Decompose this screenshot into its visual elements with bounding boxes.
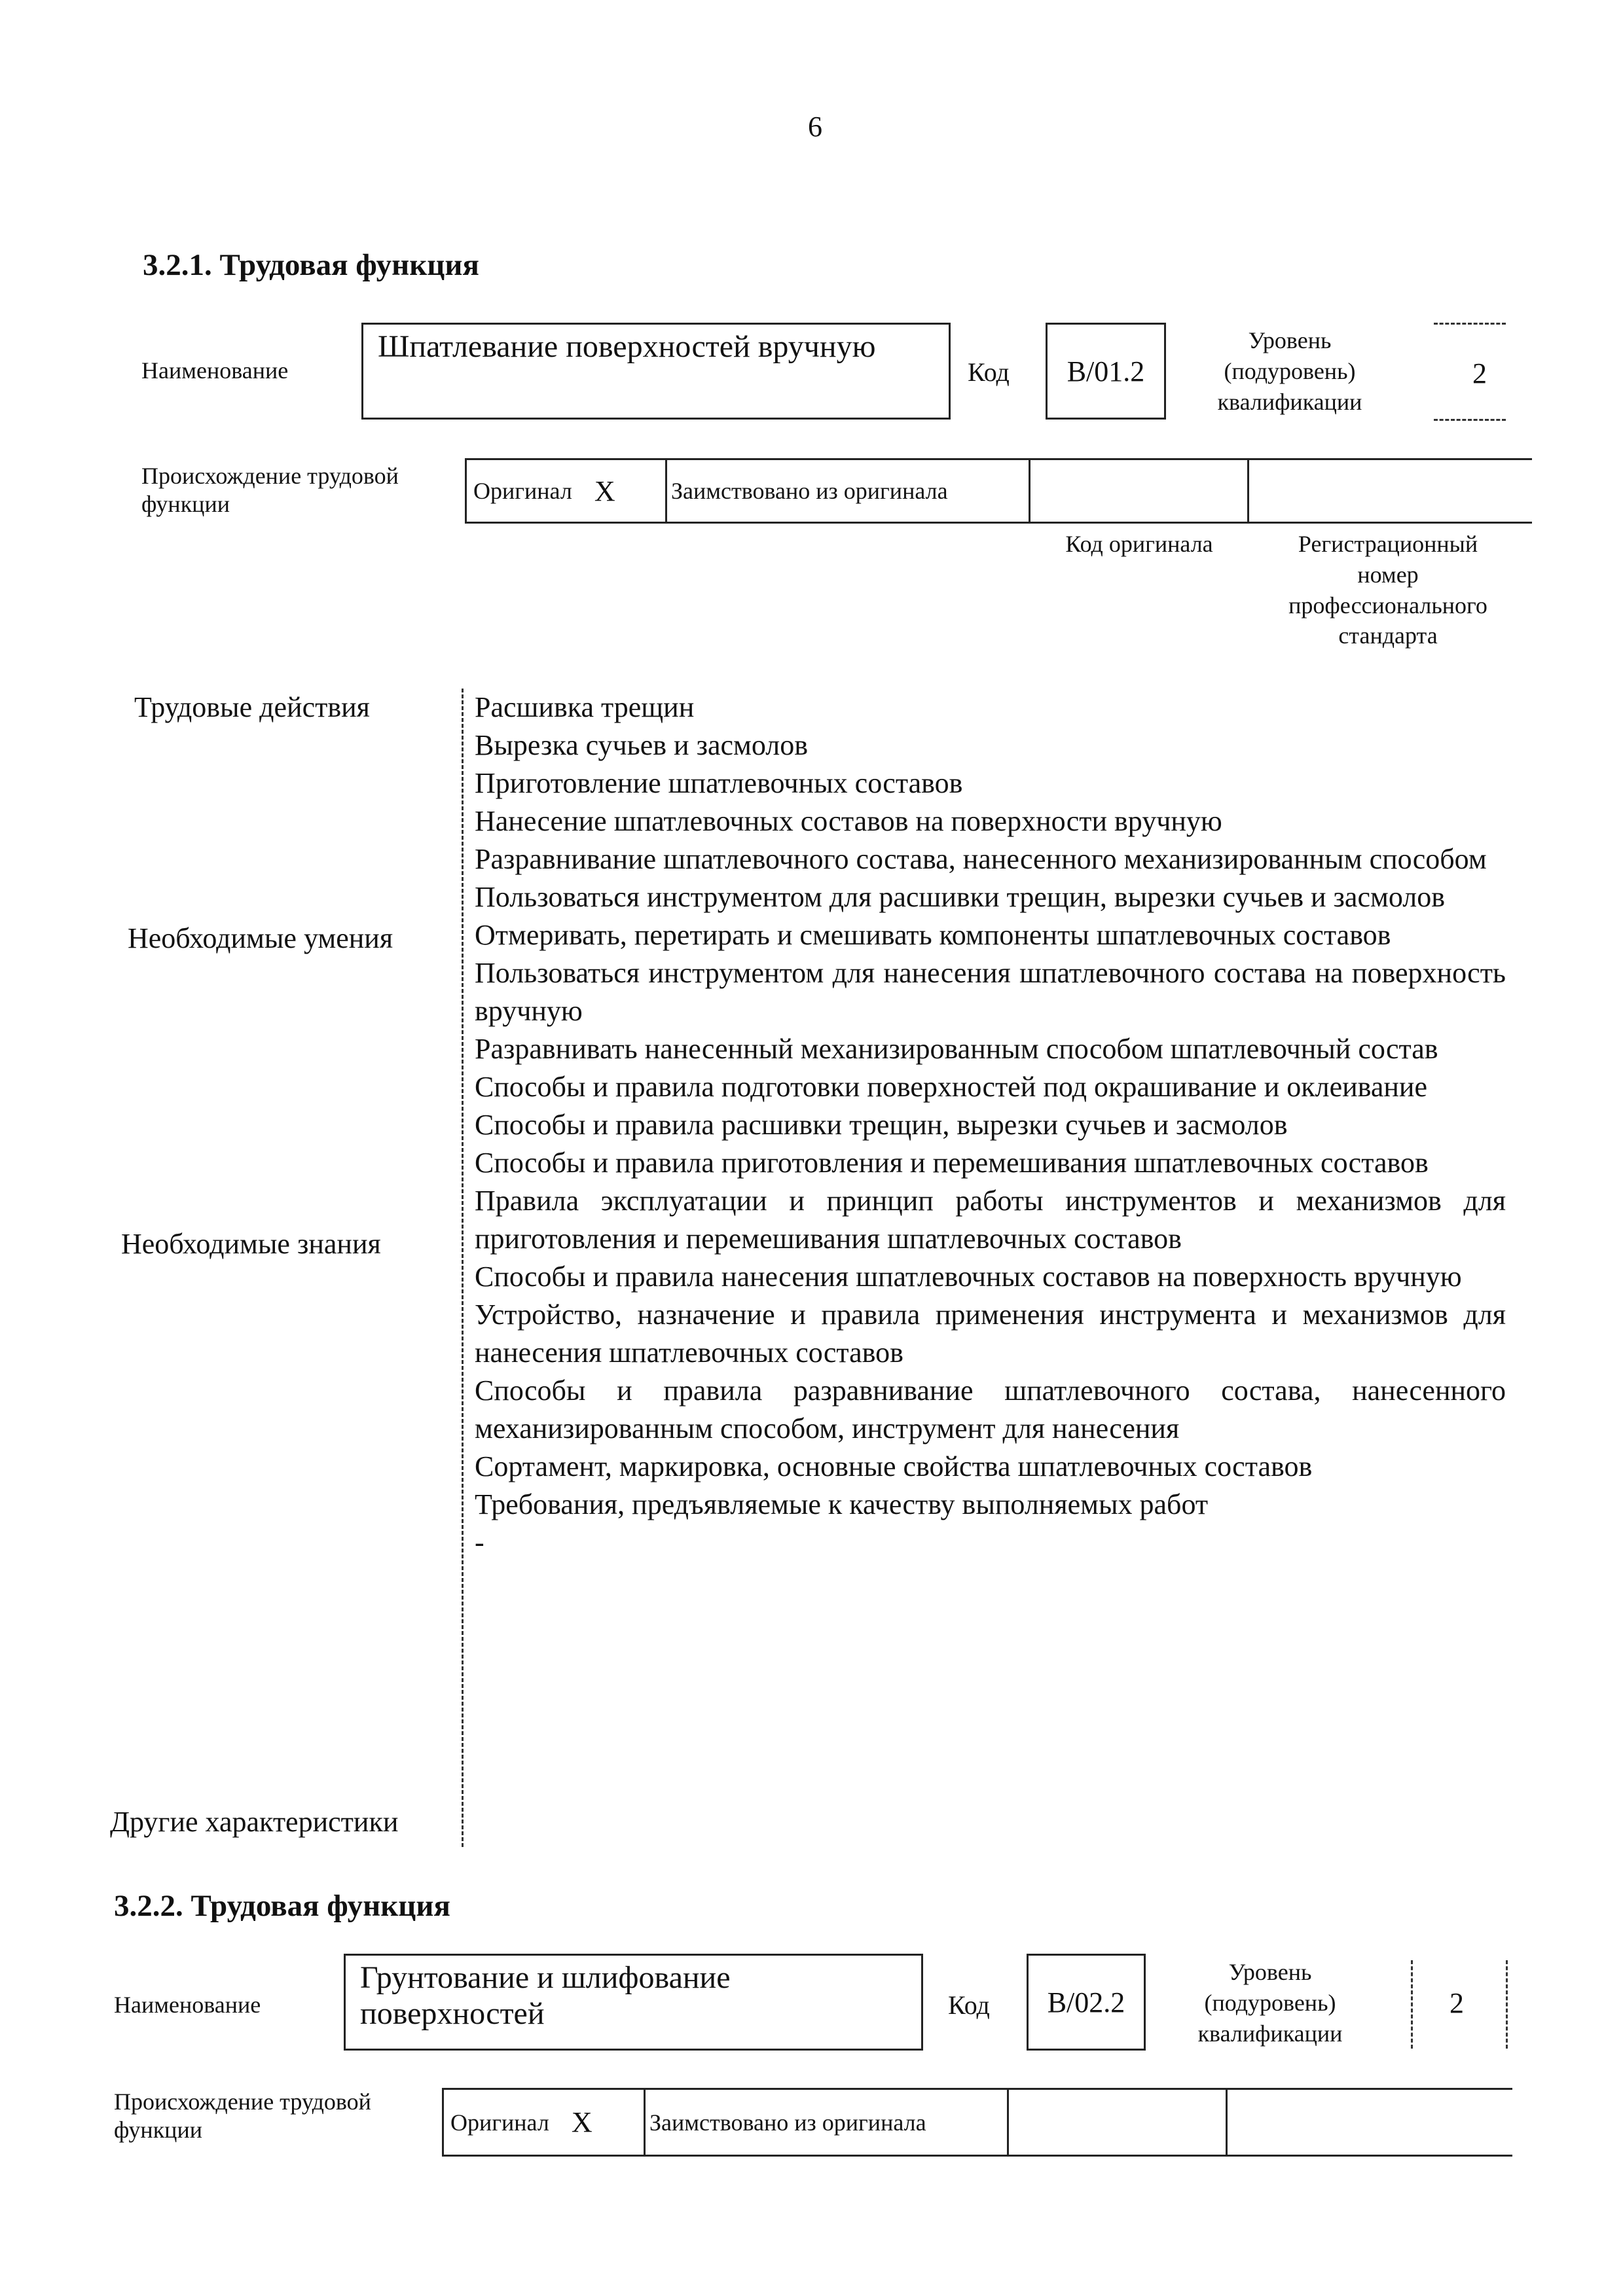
knowledge-item: Сортамент, маркировка, основные свойства шпатлевочных составов [475, 1450, 1313, 1482]
action-item: Приготовление шпатлевочных составов [475, 767, 963, 799]
actions-label: Трудовые действия [134, 691, 370, 723]
borrowed-cell [667, 460, 1030, 522]
origin-label-line: Происхождение трудовой [141, 463, 399, 489]
registration-caption-line: профессионального [1288, 592, 1487, 619]
function-name-box [361, 323, 951, 420]
original-code-cell [1030, 460, 1249, 522]
level-box-bottom [1434, 419, 1506, 421]
action-item: Расшивка трещин [475, 691, 695, 723]
level-label-line: (подуровень) [1224, 357, 1356, 384]
original-code-cell [1009, 2090, 1228, 2155]
action-item: Разравнивание шпатлевочного состава, нанесенного механизированным способом [475, 843, 1487, 875]
origin-table [465, 458, 1532, 524]
original-code-caption: Код оригинала [1065, 531, 1213, 557]
code-box [1046, 323, 1166, 420]
registration-caption-line: Регистрационный [1298, 531, 1478, 557]
level-label-line: Уровень [1228, 1959, 1312, 1985]
borrowed-label: Заимствовано из оригинала [671, 478, 948, 504]
knowledge-item: Требования, предъявляемые к качеству выполняемых работ [475, 1488, 1209, 1520]
code-label: Код [968, 357, 1010, 387]
level-label-line: квалификации [1197, 2020, 1343, 2047]
level-value: 2 [1450, 1987, 1464, 2019]
skill-item: Пользоваться инструментом для нанесения шпатлевочного состава на поверхность вручную [475, 957, 1506, 1027]
origin-table [442, 2088, 1512, 2157]
details-content [475, 689, 1506, 1562]
function-name: Шпатлевание поверхностей вручную [378, 329, 876, 364]
skill-item: Отмеривать, перетирать и смешивать компоненты шпатлевочных составов [475, 919, 1391, 951]
registration-number-cell [1228, 2090, 1509, 2155]
details-divider [462, 689, 464, 1847]
level-label-line: квалификации [1217, 388, 1362, 415]
level-label [1178, 1957, 1362, 2049]
code-box [1027, 1954, 1146, 2051]
registration-caption-line: номер [1357, 561, 1419, 588]
function-name-line: Грунтование и шлифование [360, 1960, 731, 1995]
knowledge-item: Способы и правила разравнивание шпатлевочного состава, нанесенного механизированным способом, инструмент для нанесения [475, 1374, 1506, 1444]
registration-caption [1244, 529, 1532, 651]
code-value: B/02.2 [1047, 1986, 1125, 2018]
knowledge-item: Устройство, назначение и правила применения инструмента и механизмов для нанесения шпатлевочных составов [475, 1299, 1506, 1369]
code-value: B/01.2 [1067, 355, 1145, 387]
action-item: Вырезка сучьев и засмолов [475, 729, 809, 761]
origin-label-line: функции [141, 491, 230, 518]
function-name [346, 1956, 921, 2036]
skill-item: Разравнивать нанесенный механизированным способом шпатлевочный состав [475, 1033, 1438, 1065]
level-value: 2 [1472, 357, 1487, 389]
origin-label [114, 2088, 371, 2144]
level-label [1198, 325, 1381, 417]
original-label: Оригинал [473, 478, 572, 504]
knowledge-label: Необходимые знания [121, 1228, 381, 1260]
name-label: Наименование [114, 1992, 261, 2018]
other-label: Другие характеристики [110, 1806, 399, 1838]
knowledge-item: Способы и правила нанесения шпатлевочных составов на поверхность вручную [475, 1261, 1462, 1293]
origin-label-line: функции [114, 2117, 202, 2144]
name-label: Наименование [141, 357, 289, 384]
original-mark: X [594, 475, 615, 507]
registration-caption-line: стандарта [1338, 622, 1438, 649]
original-label: Оригинал [450, 2109, 549, 2136]
registration-number-cell [1249, 460, 1531, 522]
knowledge-item: Правила эксплуатации и принцип работы инструментов и механизмов для приготовления и перемешивания шпатлевочных составов [475, 1185, 1506, 1255]
code-label: Код [948, 1990, 990, 2020]
section-title: 3.2.1. Трудовая функция [143, 248, 479, 282]
level-box-top [1434, 323, 1506, 325]
level-box-right [1506, 1960, 1508, 2049]
knowledge-item: Способы и правила приготовления и перемешивания шпатлевочных составов [475, 1147, 1429, 1179]
knowledge-item: Способы и правила расшивки трещин, вырезки сучьев и засмолов [475, 1109, 1288, 1141]
action-item: Нанесение шпатлевочных составов на поверхности вручную [475, 805, 1222, 837]
origin-label [141, 462, 399, 518]
original-mark: X [571, 2106, 593, 2138]
level-label-line: (подуровень) [1204, 1989, 1336, 2016]
borrowed-cell [646, 2090, 1009, 2155]
other-value: - [475, 1526, 484, 1558]
skill-item: Пользоваться инструментом для расшивки трещин, вырезки сучьев и засмолов [475, 881, 1445, 913]
section-title: 3.2.2. Трудовая функция [114, 1889, 450, 1923]
function-name-line: поверхностей [360, 1996, 545, 2032]
level-label-line: Уровень [1248, 327, 1332, 353]
borrowed-label: Заимствовано из оригинала [649, 2109, 926, 2136]
knowledge-item: Способы и правила подготовки поверхностей под окрашивание и оклеивание [475, 1071, 1428, 1103]
origin-label-line: Происхождение трудовой [114, 2089, 371, 2115]
skills-label: Необходимые умения [128, 922, 393, 954]
level-box-left [1411, 1960, 1413, 2049]
page-number: 6 [808, 111, 822, 143]
function-name-box [344, 1954, 923, 2051]
original-cell [467, 460, 667, 522]
original-cell [444, 2090, 646, 2155]
